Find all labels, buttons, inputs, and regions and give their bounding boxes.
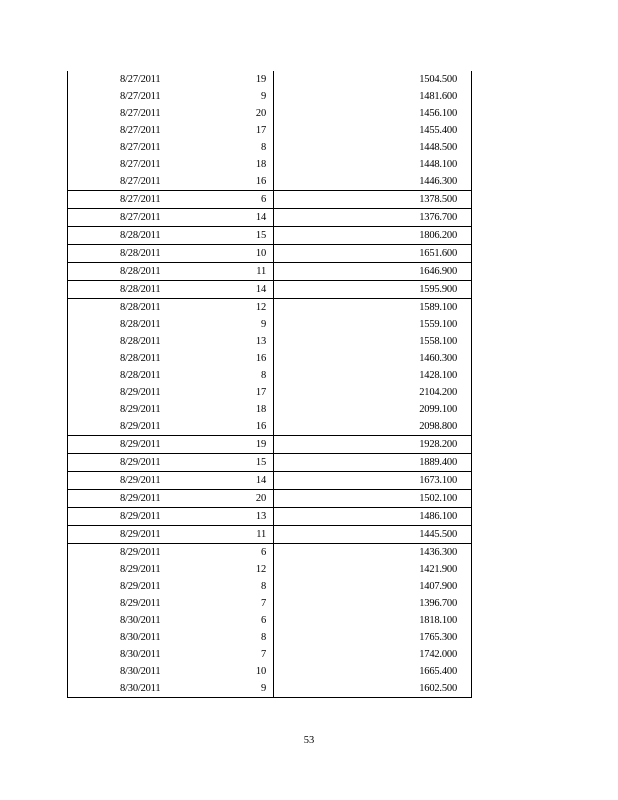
id-number-text: 16 xyxy=(255,176,266,187)
value-cell: 1486.100 xyxy=(274,508,472,526)
table-row xyxy=(68,526,472,544)
date-id-cell xyxy=(68,401,274,418)
date-id-cell xyxy=(68,71,274,88)
table-row xyxy=(68,71,472,88)
date-text: 8/28/2011 xyxy=(120,370,161,381)
value-cell: 1421.900 xyxy=(274,561,472,578)
date-text: 8/29/2011 xyxy=(120,421,161,432)
date-text: 8/28/2011 xyxy=(120,319,161,330)
date-id-cell xyxy=(68,209,274,227)
value-cell: 1407.900 xyxy=(274,578,472,595)
date-text: 8/28/2011 xyxy=(120,248,161,259)
date-text: 8/29/2011 xyxy=(120,439,161,450)
table-row xyxy=(68,245,472,263)
value-cell: 1448.100 xyxy=(274,156,472,173)
value-cell: 1428.100 xyxy=(274,367,472,384)
value-cell: 1889.400 xyxy=(274,454,472,472)
date-text: 8/29/2011 xyxy=(120,493,161,504)
date-id-cell xyxy=(68,122,274,139)
value-cell: 1646.900 xyxy=(274,263,472,281)
date-id-cell xyxy=(68,245,274,263)
id-number-text: 6 xyxy=(260,194,266,205)
table-row xyxy=(68,646,472,663)
date-id-cell xyxy=(68,88,274,105)
value-cell: 1376.700 xyxy=(274,209,472,227)
date-text: 8/29/2011 xyxy=(120,547,161,558)
date-id-cell xyxy=(68,418,274,436)
value-cell: 1651.600 xyxy=(274,245,472,263)
value-cell: 1456.100 xyxy=(274,105,472,122)
id-number-text: 10 xyxy=(255,248,266,259)
date-id-cell xyxy=(68,680,274,698)
value-cell: 1460.300 xyxy=(274,350,472,367)
id-number-text: 8 xyxy=(260,632,266,643)
value-cell: 1448.500 xyxy=(274,139,472,156)
date-id-cell xyxy=(68,263,274,281)
id-number-text: 20 xyxy=(255,493,266,504)
id-number-text: 8 xyxy=(260,142,266,153)
value-cell: 1504.500 xyxy=(274,71,472,88)
id-number-text: 11 xyxy=(256,266,266,277)
date-id-cell xyxy=(68,544,274,562)
date-text: 8/27/2011 xyxy=(120,91,161,102)
date-id-cell xyxy=(68,299,274,317)
date-id-cell xyxy=(68,139,274,156)
id-number-text: 7 xyxy=(260,598,266,609)
table-row xyxy=(68,472,472,490)
date-text: 8/27/2011 xyxy=(120,125,161,136)
table-row xyxy=(68,122,472,139)
table-row xyxy=(68,209,472,227)
id-number-text: 17 xyxy=(255,387,266,398)
value-cell: 1378.500 xyxy=(274,191,472,209)
date-text: 8/29/2011 xyxy=(120,404,161,415)
table-row xyxy=(68,490,472,508)
date-id-cell xyxy=(68,508,274,526)
id-number-text: 10 xyxy=(255,666,266,677)
date-text: 8/29/2011 xyxy=(120,581,161,592)
date-text: 8/30/2011 xyxy=(120,615,161,626)
data-table xyxy=(67,71,472,698)
id-number-text: 11 xyxy=(256,529,266,540)
date-text: 8/29/2011 xyxy=(120,457,161,468)
value-cell: 1602.500 xyxy=(274,680,472,698)
page-number: 53 xyxy=(303,735,315,746)
value-cell: 1665.400 xyxy=(274,663,472,680)
value-cell: 1558.100 xyxy=(274,333,472,350)
id-number-text: 20 xyxy=(255,108,266,119)
table-body xyxy=(68,71,472,698)
date-id-cell xyxy=(68,191,274,209)
table-row xyxy=(68,333,472,350)
table-row xyxy=(68,544,472,562)
date-id-cell xyxy=(68,595,274,612)
date-id-cell xyxy=(68,333,274,350)
id-number-text: 18 xyxy=(255,404,266,415)
table-row xyxy=(68,350,472,367)
date-text: 8/27/2011 xyxy=(120,212,161,223)
date-id-cell xyxy=(68,578,274,595)
date-text: 8/27/2011 xyxy=(120,159,161,170)
id-number-text: 13 xyxy=(255,511,266,522)
value-cell: 2099.100 xyxy=(274,401,472,418)
date-text: 8/29/2011 xyxy=(120,564,161,575)
table-row xyxy=(68,139,472,156)
date-text: 8/30/2011 xyxy=(120,649,161,660)
table-row xyxy=(68,156,472,173)
date-text: 8/27/2011 xyxy=(120,142,161,153)
id-number-text: 9 xyxy=(260,683,266,694)
value-cell: 1742.000 xyxy=(274,646,472,663)
value-cell: 1436.300 xyxy=(274,544,472,562)
value-cell: 1589.100 xyxy=(274,299,472,317)
date-id-cell xyxy=(68,105,274,122)
table-row xyxy=(68,418,472,436)
date-id-cell xyxy=(68,472,274,490)
value-cell: 1502.100 xyxy=(274,490,472,508)
value-cell: 1595.900 xyxy=(274,281,472,299)
date-id-cell xyxy=(68,612,274,629)
date-id-cell xyxy=(68,436,274,454)
table-row xyxy=(68,263,472,281)
value-cell: 1559.100 xyxy=(274,316,472,333)
date-id-cell xyxy=(68,526,274,544)
id-number-text: 12 xyxy=(255,302,266,313)
date-id-cell xyxy=(68,367,274,384)
date-id-cell xyxy=(68,350,274,367)
value-cell: 1818.100 xyxy=(274,612,472,629)
date-id-cell xyxy=(68,281,274,299)
table-row xyxy=(68,299,472,317)
date-text: 8/30/2011 xyxy=(120,683,161,694)
table-row xyxy=(68,436,472,454)
table-row xyxy=(68,384,472,401)
table-row xyxy=(68,663,472,680)
id-number-text: 9 xyxy=(260,91,266,102)
id-number-text: 16 xyxy=(255,421,266,432)
table-row xyxy=(68,508,472,526)
value-cell: 1481.600 xyxy=(274,88,472,105)
id-number-text: 14 xyxy=(255,475,266,486)
table-row xyxy=(68,227,472,245)
id-number-text: 9 xyxy=(260,319,266,330)
date-text: 8/28/2011 xyxy=(120,353,161,364)
id-number-text: 8 xyxy=(260,581,266,592)
date-id-cell xyxy=(68,629,274,646)
table-row xyxy=(68,105,472,122)
value-cell: 1446.300 xyxy=(274,173,472,191)
date-id-cell xyxy=(68,316,274,333)
value-cell: 1928.200 xyxy=(274,436,472,454)
date-text: 8/27/2011 xyxy=(120,176,161,187)
date-id-cell xyxy=(68,156,274,173)
date-text: 8/29/2011 xyxy=(120,387,161,398)
table-row xyxy=(68,367,472,384)
date-id-cell xyxy=(68,173,274,191)
date-text: 8/27/2011 xyxy=(120,74,161,85)
value-cell: 2104.200 xyxy=(274,384,472,401)
id-number-text: 19 xyxy=(255,74,266,85)
date-id-cell xyxy=(68,490,274,508)
id-number-text: 16 xyxy=(255,353,266,364)
id-number-text: 7 xyxy=(260,649,266,660)
value-cell: 2098.800 xyxy=(274,418,472,436)
id-number-text: 8 xyxy=(260,370,266,381)
table-row xyxy=(68,401,472,418)
table-row xyxy=(68,191,472,209)
id-number-text: 15 xyxy=(255,457,266,468)
date-id-cell xyxy=(68,646,274,663)
date-text: 8/29/2011 xyxy=(120,475,161,486)
value-cell: 1673.100 xyxy=(274,472,472,490)
table-row xyxy=(68,88,472,105)
date-text: 8/29/2011 xyxy=(120,598,161,609)
date-text: 8/30/2011 xyxy=(120,632,161,643)
table-row xyxy=(68,680,472,698)
date-text: 8/28/2011 xyxy=(120,284,161,295)
date-text: 8/30/2011 xyxy=(120,666,161,677)
value-cell: 1445.500 xyxy=(274,526,472,544)
id-number-text: 6 xyxy=(260,615,266,626)
id-number-text: 15 xyxy=(255,230,266,241)
date-text: 8/29/2011 xyxy=(120,529,161,540)
id-number-text: 18 xyxy=(255,159,266,170)
table-row xyxy=(68,629,472,646)
id-number-text: 14 xyxy=(255,284,266,295)
date-id-cell xyxy=(68,384,274,401)
date-text: 8/28/2011 xyxy=(120,302,161,313)
table-row xyxy=(68,561,472,578)
date-text: 8/28/2011 xyxy=(120,266,161,277)
date-text: 8/27/2011 xyxy=(120,108,161,119)
date-id-cell xyxy=(68,227,274,245)
table-row xyxy=(68,281,472,299)
id-number-text: 6 xyxy=(260,547,266,558)
date-id-cell xyxy=(68,454,274,472)
table-row xyxy=(68,173,472,191)
date-text: 8/28/2011 xyxy=(120,230,161,241)
value-cell: 1806.200 xyxy=(274,227,472,245)
date-id-cell xyxy=(68,663,274,680)
date-text: 8/27/2011 xyxy=(120,194,161,205)
value-cell: 1765.300 xyxy=(274,629,472,646)
table-row xyxy=(68,612,472,629)
date-text: 8/28/2011 xyxy=(120,336,161,347)
id-number-text: 13 xyxy=(255,336,266,347)
table-row xyxy=(68,316,472,333)
id-number-text: 12 xyxy=(255,564,266,575)
value-cell: 1455.400 xyxy=(274,122,472,139)
value-cell: 1396.700 xyxy=(274,595,472,612)
table-row xyxy=(68,578,472,595)
date-text: 8/29/2011 xyxy=(120,511,161,522)
id-number-text: 19 xyxy=(255,439,266,450)
id-number-text: 17 xyxy=(255,125,266,136)
date-id-cell xyxy=(68,561,274,578)
table-row xyxy=(68,595,472,612)
id-number-text: 14 xyxy=(255,212,266,223)
table-row xyxy=(68,454,472,472)
